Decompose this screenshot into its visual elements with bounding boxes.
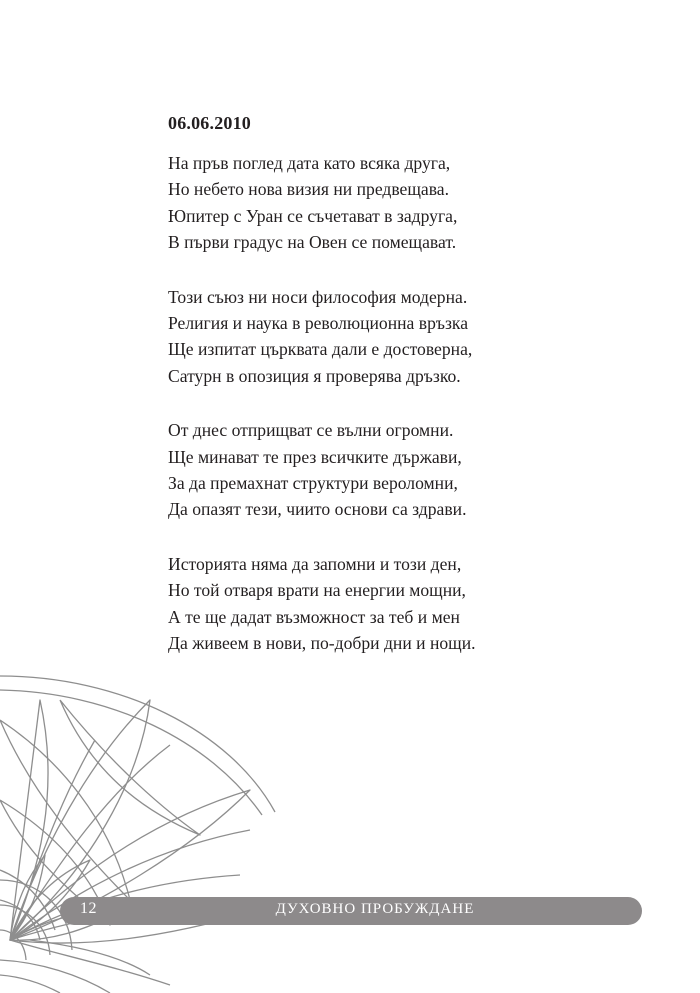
poem-title: 06.06.2010 [168, 113, 251, 133]
poem-line: Религия и наука в революционна връзка [168, 313, 469, 334]
poem-line: Този съюз ни носи философия модерна. [168, 286, 468, 307]
poem-line: Да опазят тези, чиито основи са здрави. [168, 499, 467, 520]
stanza [168, 284, 608, 390]
page-number: 12 [80, 900, 97, 917]
poem-line: Историята няма да запомни и този ден, [168, 553, 462, 574]
stanza [168, 551, 608, 657]
poem-line: Ще изпитат църквата дали е достоверна, [168, 339, 473, 360]
poem-line: От днес отприщват се вълни огромни. [168, 420, 454, 441]
running-title: ДУХОВНО ПРОБУЖДАНЕ [275, 901, 475, 917]
poem-body [168, 150, 608, 657]
poem-line: Ще минават те през всичките държави, [168, 446, 462, 467]
poem-line: Но той отваря врати на енергии мощни, [168, 580, 466, 601]
stanza [168, 150, 608, 256]
stanza [168, 417, 608, 523]
poem-line: За да премахнат структури вероломни, [168, 473, 458, 494]
poem-line: Да живеем в нови, по-добри дни и нощи. [168, 633, 476, 654]
poem-line: Сатурн в опозиция я проверява дръзко. [168, 365, 461, 386]
poem-line: Юпитер с Уран се съчетават в задруга, [168, 205, 458, 226]
poem-line: На пръв поглед дата като всяка друга, [168, 153, 451, 173]
poem-line: А те ще дадат възможност за теб и мен [168, 606, 460, 627]
poem-line: Но небето нова визия ни предвещава. [168, 179, 450, 200]
poem-line: В първи градус на Овен се помещават. [168, 232, 457, 253]
